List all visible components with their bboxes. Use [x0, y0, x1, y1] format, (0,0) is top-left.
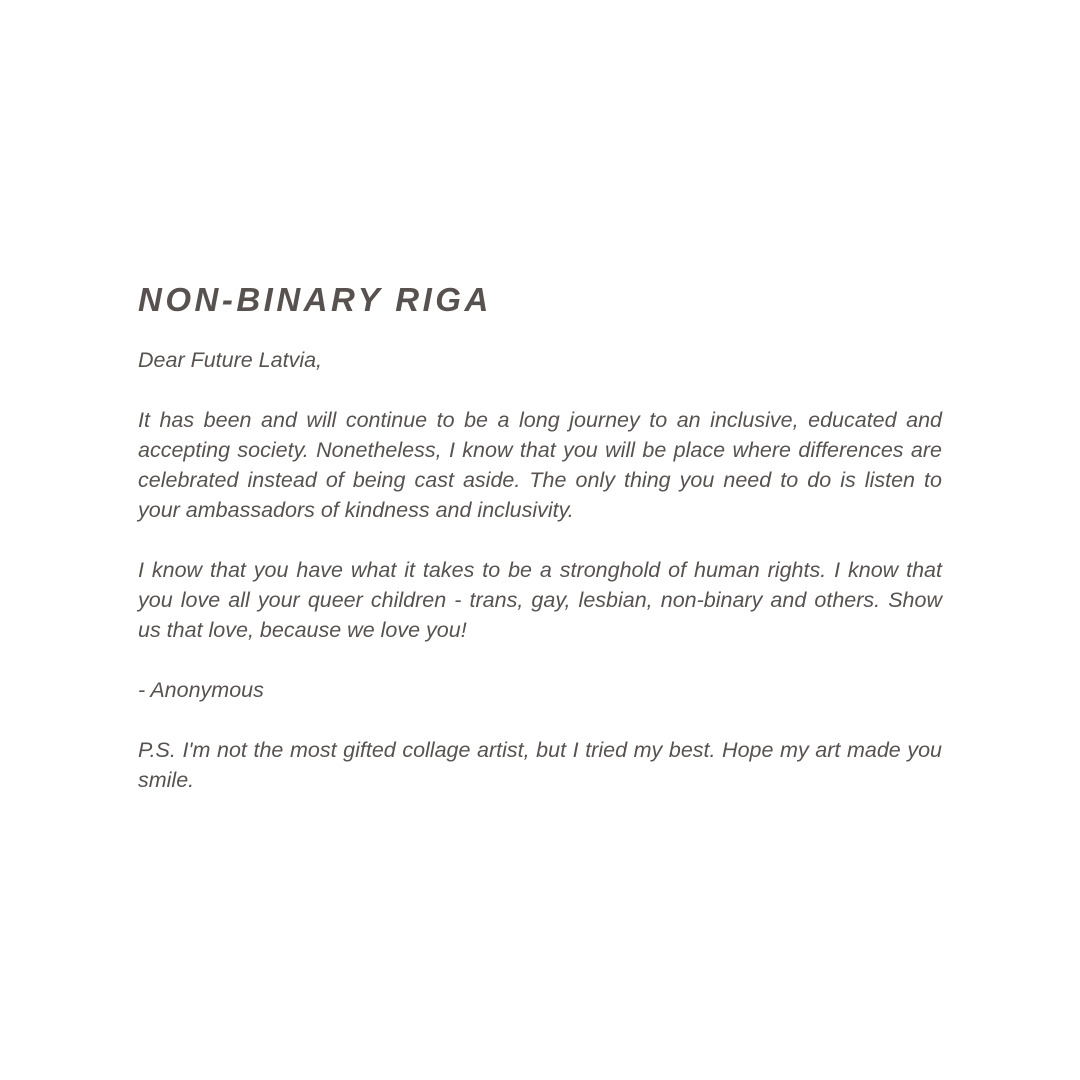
letter [138, 280, 942, 795]
letter-signature: - Anonymous [138, 678, 264, 702]
letter-greeting: Dear Future Latvia, [138, 348, 323, 372]
letter-postscript: P.S. I'm not the most gifted collage artist, but I tried my best. Hope my art made you smile. [138, 738, 942, 792]
letter-paragraph-1: It has been and will continue to be a long journey to an inclusive, educated and accepting society. Nonetheless, I know that you will be place where differences are celebrated instead of being cast aside. The only thing you need to do is listen to your ambassadors of kindness and inclusivity. [138, 408, 942, 522]
letter-title: NON-BINARY RIGA [138, 281, 492, 318]
letter-paragraph-2: I know that you have what it takes to be a stronghold of human rights. I know that you love all your queer children - trans, gay, lesbian, non-binary and others. Show us that love, because we love you! [138, 558, 942, 642]
